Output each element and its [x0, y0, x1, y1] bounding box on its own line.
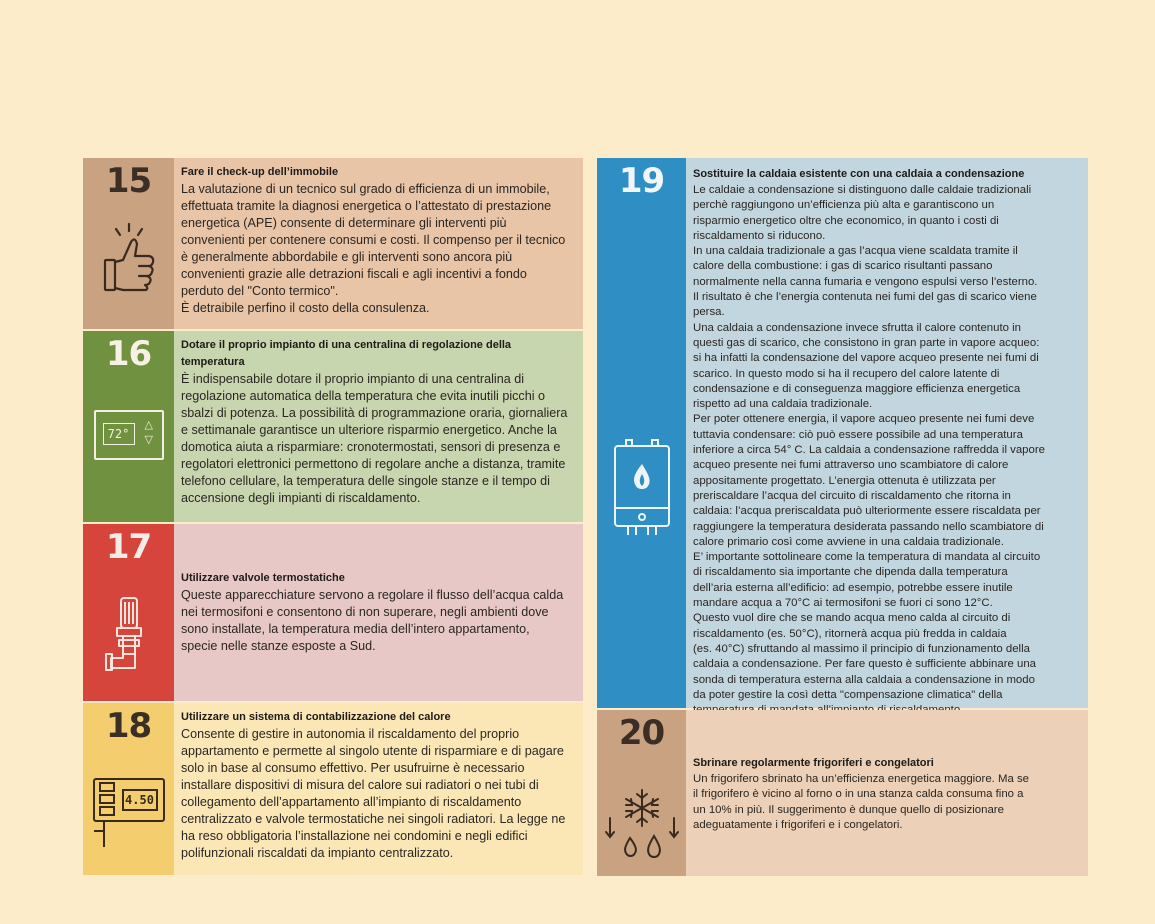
tip-title: Sostituire la caldaia esistente con una caldaia a condensazione: [693, 168, 1025, 180]
tip-text: Le caldaie a condensazione si distinguono dalle caldaie tradizionali perchè raggiungono un’efficienza più alta e garantiscono un risparmio energetico oltre che economico, in quanto i costi di riscaldamento si riducono. In una caldaia tradizionale a gas l’acqua viene scaldata tramite il calore della combustione: i gas di scarico risultanti passano normalmente nella canna fumaria e vengono espulsi verso l’esterno. Il risultato è che l’energia contenuta nei fumi del gas di scarico viene persa. Una caldaia a condensazione invece sfrutta il calore contenuto in questi gas di scarico, che consistono in gran parte in vapore acqueo: si ha infatti la condensazione del vapore acqueo presente nei fumi di scarico. In questo modo si ha il recupero del calore latente di condensazione e di conseguenza maggiore efficienza energetica rispetto ad una caldaia tradizionale. Per poter ottenere energia, il vapore acqueo presente nei fumi deve tuttavia condensare: ciò può essere possibile ad una temperatura inferiore a circa 54° C. La caldaia a condensazione raffredda il vapore acqueo presente nei fumi attraverso uno scambiatore di calore appositamente progettato. L’energia ottenuta è utilizzata per preriscaldare l’acqua del circuito di riscaldamento che ritorna in caldaia: l’acqua preriscaldata può ulteriormente essere riscaldata per raggiungere la temperatura desiderata passando nello scambiatore di calore primario così come avviene in una caldaia tradizionale. E’ importante sottolineare come la temperatura di mandata al circuito di riscaldamento sia importante che dipenda dalla temperatura dell’aria esterna all’edificio: ad esempio, potrebbe essere inutile mandare acqua a 70°C ai termosifoni se fuori ci sono 12°C. Questo vuol dire che se mando acqua meno calda al circuito di riscaldamento (es. 50°C), ritornerà acqua più fredda in caldaia (es. 40°C) sfruttando al massimo il principio di funzionamento della caldaia a condensazione. Per fare questo è sufficiente abbinare una sonda di temperatura esterna alla caldaia a condensazione in modo da poter gestire la così detta "compensazione climatica" della: [693, 184, 1045, 701]
tip-card-20-content: [686, 710, 1088, 876]
heat-meter-icon: [90, 773, 168, 851]
tip-card-15-sidebar: [83, 158, 174, 329]
tip-card-17: [83, 524, 583, 701]
tip-title: Utilizzare un sistema di contabilizzazione del calore: [181, 711, 451, 723]
tip-card-17-sidebar: [83, 524, 174, 701]
chevron-down-icon: ▽: [144, 434, 153, 446]
tip-title: Dotare il proprio impianto di una centralina di regolazione della temperatura: [181, 339, 512, 368]
tip-card-18-content: [174, 703, 583, 875]
defrost-icon: [602, 786, 682, 860]
tip-card-15: [83, 158, 583, 329]
tip-card-16-content: [174, 331, 583, 522]
tip-number: 20: [618, 713, 665, 753]
tip-text: È indispensabile dotare il proprio impianto di una centralina di regolazione automatica della temperatura che evita inutili picchi o sbalzi di potenza. La possibilità di programmazione oraria, giornaliera e settimanale garantisce un ulteriore risparmio energetico. Anche la domotica aiuta a risparmiare: cronotermostati, sensori di presenza e regolatori elettronici permettono di regolare anche a distanza, tramite telefono cellulare, la temperatura delle singole stanze e il tempo di accensione degli impianti di riscaldamento.: [181, 372, 568, 505]
tip-text: La valutazione di un tecnico sul grado di efficienza di un immobile, effettuata tramite la diagnosi energetica o l’attestato di prestazione energetica (APE) consente di determinare gli interventi più convenienti per contenere consumi e costi. Il compenso per il tecnico è generalmente abbordabile e gli interventi sono ancora più convenienti grazie alle detrazioni fiscali e agli incentivi a fondo perduto del "Conto termico". È detraibile perfino il costo della consulenza.: [181, 182, 566, 315]
heat-meter-reading: 4.50: [125, 793, 154, 807]
tip-number: 19: [618, 161, 665, 201]
tip-card-17-content: [174, 524, 583, 701]
tip-card-20-sidebar: [597, 710, 686, 876]
tip-card-19-content: [686, 158, 1088, 708]
tip-text: Queste apparecchiature servono a regolare il flusso dell’acqua calda nei termosifoni e consentono di non superare, negli ambienti dove sono installate, la temperatura media dell’intero appartamento, specie nelle stanze esposte a Sud.: [181, 588, 564, 653]
heat-meter-display: [122, 789, 158, 811]
tip-card-20: [597, 710, 1088, 876]
tip-card-16: [83, 331, 583, 522]
thermostatic-valve-icon: [103, 596, 155, 670]
tip-text: Un frigorifero sbrinato ha un’efficienza energetica maggiore. Ma se il frigorifero è vicino al forno o in una stanza calda consuma fino a un 10% in più. Il suggerimento è dunque quello di posizionare adeguatamente i frigoriferi e i congelatori.: [693, 773, 1029, 831]
tip-number: 17: [105, 527, 152, 567]
tip-card-16-sidebar: [83, 331, 174, 522]
tip-number: 16: [105, 334, 152, 374]
tip-card-15-content: [174, 158, 583, 329]
thermostat-icon: [94, 410, 164, 460]
tip-title: Sbrinare regolarmente frigoriferi e congelatori: [693, 757, 934, 769]
tip-card-18-sidebar: [83, 703, 174, 875]
tip-title: Utilizzare valvole termostatiche: [181, 572, 345, 584]
chevron-up-icon: △: [144, 419, 153, 431]
tip-number: 15: [105, 161, 152, 201]
tip-card-19: [597, 158, 1088, 708]
thermostat-reading: 72°: [107, 427, 130, 441]
thumbs-up-icon: [99, 222, 159, 298]
heat-meter-body-icon: [90, 773, 168, 851]
tip-title: Fare il check-up dell’immobile: [181, 166, 339, 178]
tip-card-19-sidebar: [597, 158, 686, 708]
tip-number: 18: [105, 706, 152, 746]
condensing-boiler-icon: [612, 438, 672, 538]
tip-card-18: [83, 703, 583, 875]
thermostat-screen: [103, 423, 135, 445]
tip-text: Consente di gestire in autonomia il riscaldamento del proprio appartamento e permette al singolo utente di risparmiare e di pagare solo in base al consumo effettivo. Per usufruirne è necessario installare dispositivi di misura del calore sui radiatori o nei tubi di collegamento dell’appartamento all’impianto di riscaldamento centralizzato e valvole termostatiche nei singoli radiatori. La legge ne ha reso obbligatoria l’installazione nei condomini e negli edifici polifunzionali riscaldati da impianto centralizzato.: [181, 727, 566, 860]
